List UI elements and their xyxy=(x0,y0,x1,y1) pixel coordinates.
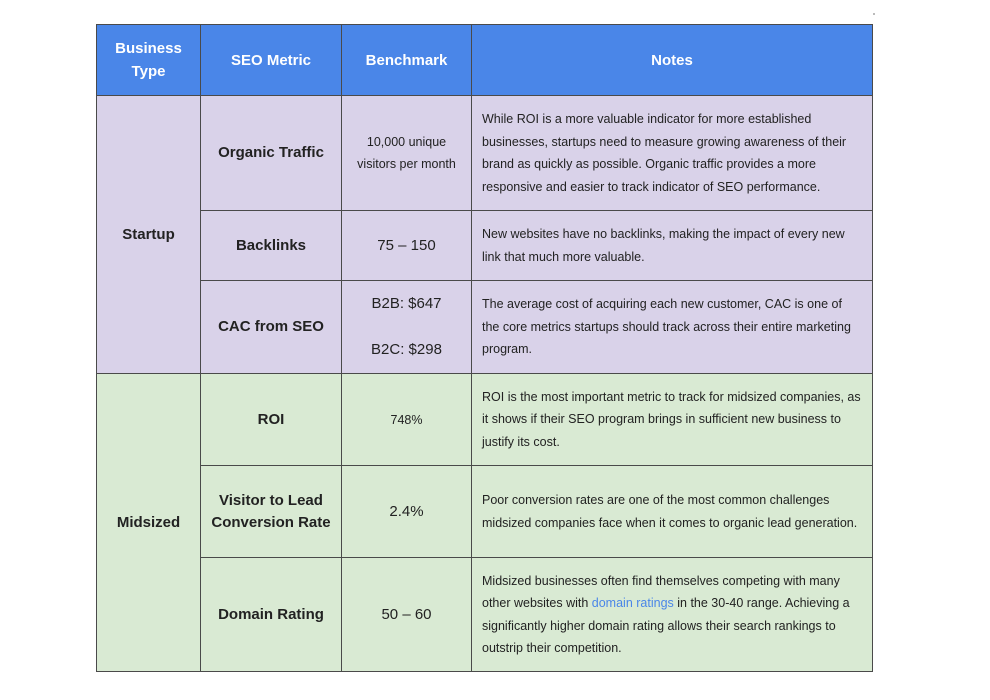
notes-cell: New websites have no backlinks, making the impact of every new link that much more valuable. xyxy=(472,211,873,281)
metric-cell: Organic Traffic xyxy=(201,96,342,211)
table-row xyxy=(97,281,873,374)
table-row xyxy=(97,211,873,281)
header-seo-metric: SEO Metric xyxy=(201,25,342,96)
table-row xyxy=(97,374,873,466)
header-notes: Notes xyxy=(472,25,873,96)
metric-cell: Domain Rating xyxy=(201,558,342,672)
notes-text: in the 30-40 range. Achieving a significantly higher domain rating allows their search rankings to outstrip their competition. xyxy=(482,596,850,655)
benchmark-b2c: B2C: $298 xyxy=(371,341,442,358)
metric-cell: Visitor to Lead Conversion Rate xyxy=(201,466,342,558)
benchmark-cell: 748% xyxy=(342,374,472,466)
table-row xyxy=(97,466,873,558)
table-row xyxy=(97,96,873,211)
metric-cell: ROI xyxy=(201,374,342,466)
benchmark-cell: 2.4% xyxy=(342,466,472,558)
benchmark-b2b: B2B: $647 xyxy=(371,295,442,312)
benchmark-cell: 75 – 150 xyxy=(342,211,472,281)
benchmark-cell: 50 – 60 xyxy=(342,558,472,672)
stray-dot xyxy=(873,13,875,15)
notes-cell: ROI is the most important metric to track for midsized companies, as it shows if their SEO program brings in sufficient new business to justify its cost. xyxy=(472,374,873,466)
notes-cell: Poor conversion rates are one of the most common challenges midsized companies face when it comes to organic lead generation. xyxy=(472,466,873,558)
notes-cell: The average cost of acquiring each new customer, CAC is one of the core metrics startups should track across their entire marketing program. xyxy=(472,281,873,374)
header-business-type: Business Type xyxy=(97,25,201,96)
seo-benchmarks-table xyxy=(96,24,873,672)
table-row xyxy=(97,558,873,672)
business-type-midsized: Midsized xyxy=(97,374,201,672)
header-benchmark: Benchmark xyxy=(342,25,472,96)
business-type-startup: Startup xyxy=(97,96,201,374)
notes-cell xyxy=(472,558,873,672)
benchmark-cell xyxy=(342,281,472,374)
notes-cell: While ROI is a more valuable indicator for more established businesses, startups need to measure growing awareness of their brand as quickly as possible. Organic traffic provides a more responsive and easier to track indicator of SEO performance. xyxy=(472,96,873,211)
notes-text: Midsized businesses often find themselves competing with many other websites with xyxy=(482,573,840,610)
table-header-row xyxy=(97,25,873,96)
domain-ratings-link[interactable]: domain ratings xyxy=(591,596,674,610)
benchmark-cell: 10,000 unique visitors per month xyxy=(342,96,472,211)
metric-cell: Backlinks xyxy=(201,211,342,281)
metric-cell: CAC from SEO xyxy=(201,281,342,374)
